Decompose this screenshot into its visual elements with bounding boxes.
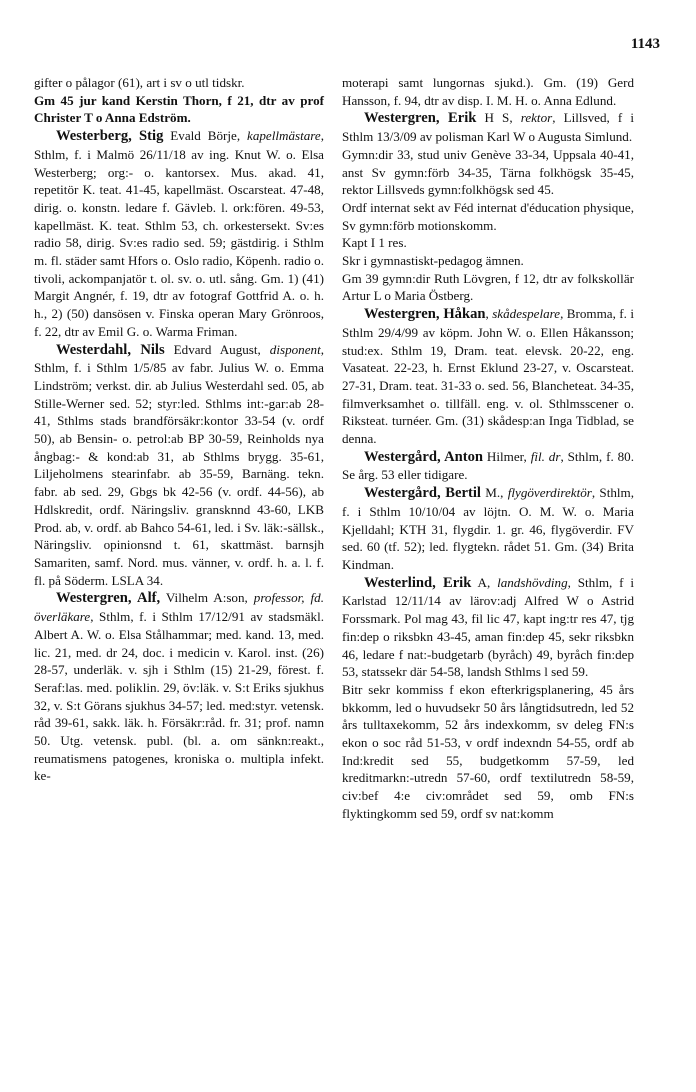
entry-name: Westerberg, Stig bbox=[56, 128, 164, 145]
entry-westergren-alf bbox=[34, 589, 324, 785]
entry-occupation: rektor bbox=[520, 110, 553, 126]
entry-westergren-hakan bbox=[342, 305, 634, 448]
entry-occupation: skådespelare bbox=[492, 306, 561, 322]
entry-paragraph: Gymn:dir 33, stud univ Genève 33-34, Uppsala 40-41, anst Sv gymn:förb 34-35, Tärna folkhögsk 35-45, rektor Lillsveds gymn:folkhögsk sed 45. bbox=[342, 146, 634, 198]
entry-continuation: moterapi samt lungornas sjukd.). Gm. (19) Gerd Hansson, f. 94, dtr av disp. I. M. H. o. Anna Edlund. bbox=[342, 75, 634, 108]
entry-westerdahl bbox=[34, 341, 324, 590]
entry-name: Westerlind, Erik bbox=[364, 574, 472, 591]
entry-given-names: Edvard August, bbox=[164, 341, 270, 357]
entry-paragraph: Bitr sekr kommiss f ekon efterkrigsplanering, 45 års bkkomm, led o huvudsekr 50 års långtidsutredn, led 52 års tulltaxekomm, 52 års indexkomm, sv deleg FN:s ekon o soc råd 51-53, v ordf indexndn 54-55, ordf ab Ind:kredit sed 55, budgetkomm 57-59, led kreditmarkn:-utredn 57-60, ordf textilutredn 58-59, civ:bef 4:e civ:området sed 59, omb FN:s flyktingkomm sed 59, ordf sv nat:komm bbox=[342, 681, 634, 821]
entry-given-names: M., bbox=[480, 485, 508, 501]
entry-given-names: , bbox=[485, 306, 493, 322]
entry-westergard-bertil bbox=[342, 484, 634, 574]
entry-body: , Sthlm, f. i Sthlm 10/10/04 av löjtn. O. M. W. o. Maria Kjelldahl; KTH 31, flygdir. 1. gr. 46, flygöverdir. FV sed. 60 (tf. 52); led. flygtekn. rådet 51. Gm. (34) Brita Kindman. bbox=[342, 485, 634, 572]
entry-paragraph: Skr i gymnastiskt-pedagog ämnen. bbox=[342, 253, 524, 269]
entry-occupation: kapellmästare bbox=[247, 128, 321, 144]
entry-occupation: professor, fd. överläkare bbox=[34, 590, 324, 625]
entry-given-names: Hilmer, bbox=[483, 448, 531, 464]
entry-given-names: A, bbox=[471, 574, 498, 590]
entry-paragraph: Kapt I 1 res. bbox=[342, 235, 407, 251]
entry-occupation: fil. dr bbox=[530, 448, 561, 464]
entry-paragraph: Ordf internat sekt av Féd internat d'éducation physique, Sv gymn:förb motionskomm. bbox=[342, 199, 634, 233]
entry-occupation: flygöverdirektör bbox=[507, 485, 592, 501]
entry-body: , Sthlm, f. i Sthlm 1/5/85 av fabr. Julius W. o. Emma Lindström; verkst. dir. ab Julius Westerdahl sed. 05, ab Stille-Werner sed. 52; styr:led. Sthlms int:-gar:ab 28-41, Sthlms stads brandförsäkr:kontor 33-54 (v. ordf 50), ab Bensin- o. petrol:ab BP 30-59, Reinholds nya ångbag:- & kond:ab 31, ab Sthlms brygg. 35-61, Liljeholmens stearinfabr. ab 35-59, Barnäng. tekn. fabr. ab sed. 29, Gbgs bk 42-56 (v. ordf. 44-56), ab Hdlskredit, ordf. Näringsliv. gransknnd 43-60, LKB Prod. ab, v. ordf. ab Bahco 54-61, led. i Sv. läk:-sällsk., Näringsliv. opinionsnd t. 61, skattmäst. barnsjh Samariten, samf. Nord. mus. vänner, v. ordf. h. a. l. f. fl. på Söderm. LSLA 34. bbox=[34, 341, 324, 588]
entry-given-names: Vilhelm A:son, bbox=[160, 590, 254, 606]
entry-name: Westergren, Alf, bbox=[56, 590, 161, 607]
entry-westergard-anton bbox=[342, 448, 634, 484]
entry-occupation: disponent bbox=[269, 341, 321, 357]
entry-westerlind bbox=[342, 574, 634, 681]
entry-name: Westergård, Bertil bbox=[364, 485, 481, 502]
right-column bbox=[342, 74, 634, 823]
entry-body: , Lillsved, f i Sthlm 13/3/09 av polisman Karl W o Augusta Simlund. bbox=[342, 110, 634, 145]
entry-continuation: gifter o pålagor (61), art i sv o utl tidskr. bbox=[34, 75, 245, 90]
entry-name: Westergren, Håkan bbox=[364, 306, 486, 323]
entry-paragraph: Gm 39 gymn:dir Ruth Lövgren, f 12, dtr av folkskollär Artur L o Maria Östberg. bbox=[342, 270, 634, 304]
entry-name: Westergård, Anton bbox=[364, 448, 484, 465]
entry-given-names: Evald Börje, bbox=[163, 128, 248, 144]
entry-occupation: landshövding bbox=[497, 574, 568, 590]
entry-body: , Sthlm, f. i Malmö 26/11/18 av ing. Knut W. o. Elsa Westerberg; org:- o. kantorsex. Mus. akad. 41, repetitör K. teat. 41-45, kapellmäst. Oscarsteat. 47-48, dirig. o. konstn. ledare f. Gävleb. l. ork:fören. 49-53, kapellmäst. K. teat. Sthlm 53, ch. orkestersekt. Sv:es radio 58, dirig. Sv:es radio sed. 59; gästdirig. i Sthlm m. fl. städer samt Hfors o. Oslo radio, Köpenh. radio o. tivoli, ackompanjatör t. ol. sv. o. utl. sång. Gm. 1) (41) Margit Angnér, f. 19, dtr av fotograf Gottfrid A. o. h. h., 2) (50) dansösen v. Finska operan Mary Grönroos, f. 22, dtr av Emil G. o. Warma Friman. bbox=[34, 128, 324, 339]
entry-given-names: H S, bbox=[476, 110, 521, 126]
entry-name: Westergren, Erik bbox=[364, 110, 477, 127]
entry-body: , Sthlm, f i Karlstad 12/11/14 av lärov:adj Alfred W o Astrid Forssmark. Pol mag 43, fil lic 47, kapt ing:tr res 47, tjg fin:dep o riksbkn 43-45, aman fin:dep 45, sekr riksbkn 46, ledare f nat:-budgetarb (byråch) 49, byråch fin:dep 53, statssekr där 54-58, landsh Sthlms l sed 59. bbox=[342, 574, 634, 680]
entry-westergren-erik bbox=[342, 109, 634, 145]
left-column bbox=[34, 74, 324, 785]
entry-body: , Sthlm, f. 80. Se årg. 53 eller tidigare. bbox=[342, 448, 635, 483]
entry-body: , Sthlm, f. i Sthlm 17/12/91 av stadsmäkl. Albert A. W. o. Elsa Stålhammar; med. kand. 13, med. lic. 21, med. dr 24, doc. i medicin v. Karol. inst. (26) 28-57, underläk. v. sjh i Sthlm (15) 21-29, förest. f. Seraf:las. med. poliklin. 29, öv:läk. v. S:t Eriks sjukhus 32, v. S:t Görans sjukhus 34-57; led. med:styr. vetensk. råd 39-61, sakk. läk. h. Försäkr:råd. fr. 31; prof. namn 50. Utg. vetensk. publ. (bl. a. om sänkn:reakt., reumatismens patogenes, kroniska o. multipla infekt. ke- bbox=[34, 609, 324, 784]
entry-body: , Bromma, f. i Sthlm 29/4/99 av köpm. John W. o. Ellen Håkansson; stud:ex. Sthlm 19, Dram. teat. elevsk. 20-22, eng. Vasateat. 22-23, h. Ernst Eklund 23-27, v. Oscarsteat. 27-31, Dram. teat. 31-33 o. sed. 56, Blancheteat. 34-35, filmverksamhet o. tillfäll. eng. v. ol. Sthlmsscener o. Riksteat. turnéer. Gm. (31) skådesp:an Inga Tidblad, se denna. bbox=[342, 306, 634, 447]
entry-westerberg bbox=[34, 127, 324, 340]
entry-marriage-line: Gm 45 jur kand Kerstin Thorn, f 21, dtr av prof Christer T o Anna Edström. bbox=[34, 92, 324, 126]
entry-name: Westerdahl, Nils bbox=[56, 341, 165, 358]
page-number: 1143 bbox=[630, 36, 660, 52]
